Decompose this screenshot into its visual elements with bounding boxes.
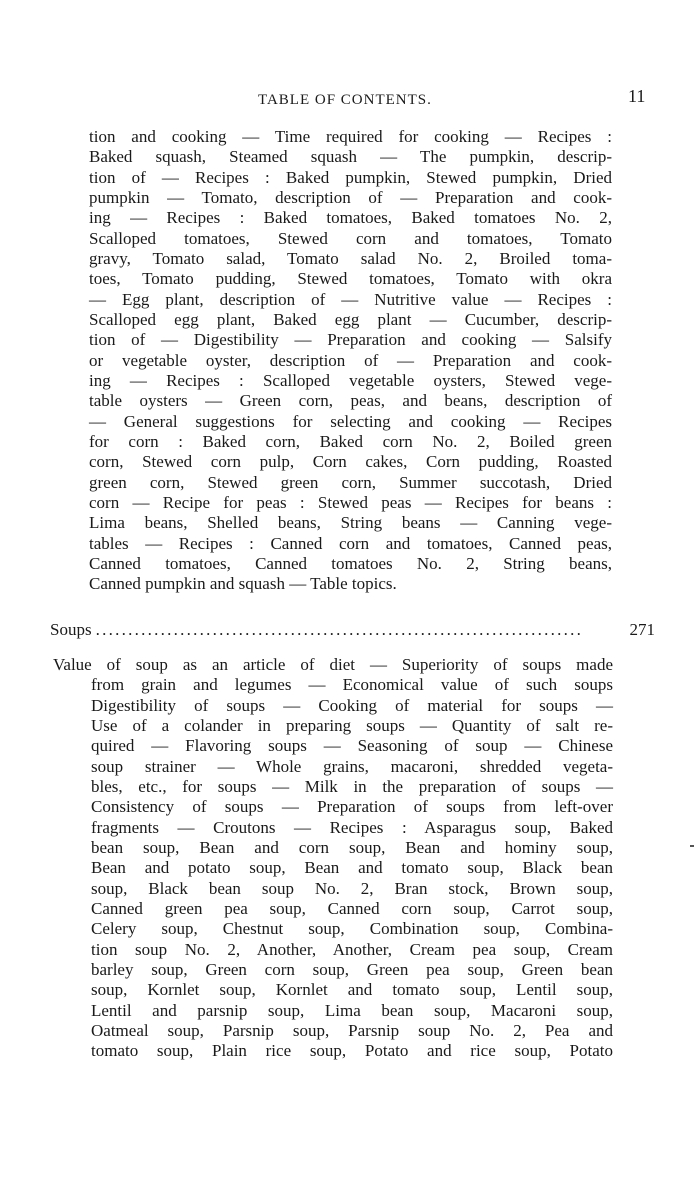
toc-entry-title: Soups (50, 620, 92, 639)
text-line: tion soup No. 2, Another, Another, Cream pea soup, Cream (91, 939, 613, 959)
text-line: tion of — Digestibility — Preparation and cooking — Salsify (89, 330, 612, 350)
text-line: quired — Flavoring soups — Seasoning of soup — Chinese (91, 736, 613, 756)
text-line: Canned green pea soup, Canned corn soup, Carrot soup, (91, 898, 613, 918)
text-line: toes, Tomato pudding, Stewed tomatoes, Tomato with okra (89, 269, 612, 289)
text-line: bles, etc., for soups — Milk in the preparation of soups — (91, 776, 613, 796)
text-line: tion of — Recipes : Baked pumpkin, Stewed pumpkin, Dried (89, 167, 612, 187)
text-line: Consistency of soups — Preparation of soups from left-over (91, 797, 613, 817)
text-line: tion and cooking — Time required for cooking — Recipes : (89, 127, 612, 146)
text-line: Bean and potato soup, Bean and tomato soup, Black bean (91, 858, 613, 878)
page-number: 11 (628, 86, 646, 106)
text-line: Canned pumpkin and squash — Table topics. (89, 574, 397, 594)
print-speck (690, 845, 694, 847)
text-line: pumpkin — Tomato, description of — Preparation and cook- (89, 187, 612, 207)
text-line: Oatmeal soup, Parsnip soup, Parsnip soup No. 2, Pea and (91, 1020, 613, 1040)
toc-entry-soups (50, 620, 655, 640)
text-line: soup, Black bean soup No. 2, Bran stock, Brown soup, (91, 878, 613, 898)
continued-entry-description (89, 127, 612, 595)
running-title: TABLE OF CONTENTS. (258, 92, 432, 108)
soups-entry-description (53, 655, 613, 1062)
text-line: Scalloped tomatoes, Stewed corn and tomatoes, Tomato (89, 228, 612, 248)
text-line: soup strainer — Whole grains, macaroni, shredded vegeta- (91, 756, 613, 776)
dot-leader (96, 620, 618, 640)
text-line: fragments — Croutons — Recipes : Asparagus soup, Baked (91, 817, 613, 837)
text-line: tables — Recipes : Canned corn and tomatoes, Canned peas, (89, 533, 612, 553)
text-line: for corn : Baked corn, Baked corn No. 2, Boiled green (89, 431, 612, 451)
text-line: ing — Recipes : Scalloped vegetable oysters, Stewed vege- (89, 370, 612, 390)
text-line: — General suggestions for selecting and cooking — Recipes (89, 411, 612, 431)
text-line: green corn, Stewed green corn, Summer succotash, Dried (89, 472, 612, 492)
text-line: soup, Kornlet soup, Kornlet and tomato soup, Lentil soup, (91, 980, 613, 1000)
text-line: gravy, Tomato salad, Tomato salad No. 2, Broiled toma- (89, 248, 612, 268)
toc-entry-page-number: 271 (629, 620, 655, 639)
text-line: Celery soup, Chestnut soup, Combination soup, Combina- (91, 919, 613, 939)
text-line: Value of soup as an article of diet — Superiority of soups made (53, 655, 613, 674)
text-line: or vegetable oyster, description of — Preparation and cook- (89, 350, 612, 370)
text-line: Scalloped egg plant, Baked egg plant — Cucumber, descrip- (89, 309, 612, 329)
text-line: ing — Recipes : Baked tomatoes, Baked tomatoes No. 2, (89, 208, 612, 228)
text-line: corn — Recipe for peas : Stewed peas — Recipes for beans : (89, 492, 612, 512)
text-line: tomato soup, Plain rice soup, Potato and rice soup, Potato (91, 1041, 613, 1061)
text-line: barley soup, Green corn soup, Green pea soup, Green bean (91, 959, 613, 979)
text-line: Digestibility of soups — Cooking of material for soups — (91, 695, 613, 715)
text-line: table oysters — Green corn, peas, and beans, description of (89, 391, 612, 411)
text-line: bean soup, Bean and corn soup, Bean and hominy soup, (91, 837, 613, 857)
text-line: Baked squash, Steamed squash — The pumpkin, descrip- (89, 147, 612, 167)
text-line: Use of a colander in preparing soups — Quantity of salt re- (91, 715, 613, 735)
text-line: — Egg plant, description of — Nutritive value — Recipes : (89, 289, 612, 309)
text-line: from grain and legumes — Economical value of such soups (91, 675, 613, 695)
text-line: corn, Stewed corn pulp, Corn cakes, Corn pudding, Roasted (89, 452, 612, 472)
text-line: Lima beans, Shelled beans, String beans — Canning vege- (89, 513, 612, 533)
text-line: Canned tomatoes, Canned tomatoes No. 2, String beans, (89, 553, 612, 573)
text-line: Lentil and parsnip soup, Lima bean soup, Macaroni soup, (91, 1000, 613, 1020)
